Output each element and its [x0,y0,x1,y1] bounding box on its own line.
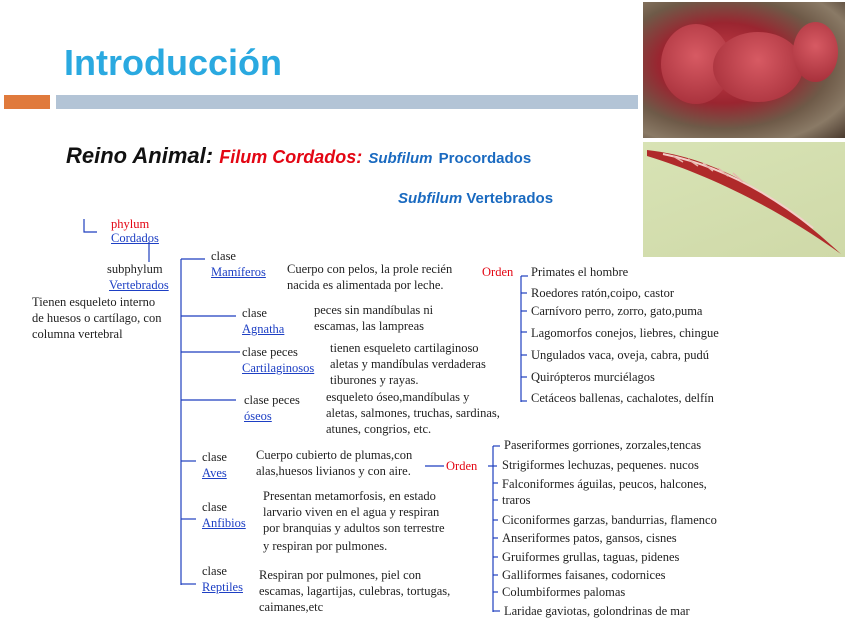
bird-order-2: Strigiformes lechuzas, pequenes. nucos [502,458,699,472]
subfilum-procordados: Procordados [438,150,532,167]
subphylum-vertebrados-link[interactable]: Vertebrados [109,278,169,292]
kingdom-label: Reino Animal: [66,143,214,168]
mammal-order-6: Quirópteros murciélagos [531,370,655,384]
mammal-order-5: Ungulados vaca, oveja, cabra, pudú [531,348,710,362]
bird-order-3b: traros [502,493,531,507]
class-oseos-link[interactable]: óseos [244,409,272,423]
vertebrate-desc-1: Tienen esqueleto interno [32,295,156,309]
slide-title: Introducción [64,42,282,83]
class-anfibios-link[interactable]: Anfibios [202,516,246,530]
reptiles-desc-3: caimanes,etc [259,600,324,614]
class-label-oseos: clase peces [244,393,300,407]
subfilum-word: Subfilum [368,150,433,167]
class-label-reptiles: clase [202,564,227,578]
oseos-desc-1: esqueleto óseo,mandíbulas y [326,390,470,404]
bird-order-9: Laridae gaviotas, golondrinas de mar [504,604,690,618]
oseos-desc-3: atunes, congrios, etc. [326,422,432,436]
class-agnatha-link[interactable]: Agnatha [242,322,285,336]
reptiles-desc-1: Respiran por pulmones, piel con [259,568,422,582]
class-label-anfibios: clase [202,500,227,514]
mamiferos-desc-1: Cuerpo con pelos, la prole recién [287,262,453,276]
mamiferos-desc-2: nacida es alimentada por leche. [287,278,444,292]
oseos-desc-2: aletas, salmones, truchas, sardinas, [326,406,500,420]
filum-label: Filum Cordados: [219,147,363,167]
bird-order-3: Falconiformes águilas, peucos, halcones, [502,477,707,491]
class-aves-link[interactable]: Aves [202,466,227,480]
phylum-cordados-link[interactable]: Cordados [111,231,159,245]
orden-label-mammals: Orden [482,265,514,279]
class-reptiles-link[interactable]: Reptiles [202,580,243,594]
orden-label-birds: Orden [446,459,478,473]
class-label-cartilaginosos: clase peces [242,345,298,359]
class-label-agnatha: clase [242,306,267,320]
class-cartilaginosos-link[interactable]: Cartilaginosos [242,361,315,375]
bird-order-5: Anseriformes patos, gansos, cisnes [502,531,677,545]
anfibios-desc-2: larvario viven en el agua y respiran [263,505,440,519]
phylum-label: phylum [111,217,150,231]
class-label-aves: clase [202,450,227,464]
bird-order-6: Gruiformes grullas, taguas, pidenes [502,550,680,564]
bird-order-1: Paseriformes gorriones, zorzales,tencas [504,438,702,452]
mammal-order-2: Roedores ratón,coipo, castor [531,286,675,300]
subfilum-word-2: Subfilum [398,190,463,207]
agnatha-desc-2: escamas, las lampreas [314,319,425,333]
agnatha-desc-1: peces sin mandíbulas ni [314,303,434,317]
reptiles-desc-2: escamas, lagartijas, culebras, tortugas, [259,584,451,598]
class-label-mamiferos: clase [211,249,236,263]
mammal-order-1: Primates el hombre [531,265,629,279]
class-mamiferos-link[interactable]: Mamíferos [211,265,266,279]
mammal-order-3: Carnívoro perro, zorro, gato,puma [531,304,703,318]
bird-order-7: Galliformes faisanes, codornices [502,568,666,582]
vertebrate-desc-2: de huesos o cartílago, con [32,311,162,325]
subphylum-label: subphylum [107,262,163,276]
anfibios-desc-3: por branquias y adultos son terrestre [263,521,445,535]
anfibios-desc-1: Presentan metamorfosis, en estado [263,489,436,503]
cartilaginosos-desc-2: aletas y mandíbulas verdaderas [330,357,486,371]
vertebrate-desc-3: columna vertebral [32,327,123,341]
mammal-order-4: Lagomorfos conejos, liebres, chingue [531,326,719,340]
cartilaginosos-desc-3: tiburones y rayas. [330,373,419,387]
aves-desc-2: alas,huesos livianos y con aire. [256,464,411,478]
subfilum-vertebrados: Vertebrados [466,190,554,207]
cartilaginosos-desc-1: tienen esqueleto cartilaginoso [330,341,479,355]
aves-desc-1: Cuerpo cubierto de plumas,con [256,448,413,462]
bird-order-8: Columbiformes palomas [502,585,626,599]
bird-order-4: Ciconiformes garzas, bandurrias, flamenco [502,513,717,527]
mammal-order-7: Cetáceos ballenas, cachalotes, delfín [531,391,714,405]
anfibios-desc-4: y respiran por pulmones. [263,539,388,553]
